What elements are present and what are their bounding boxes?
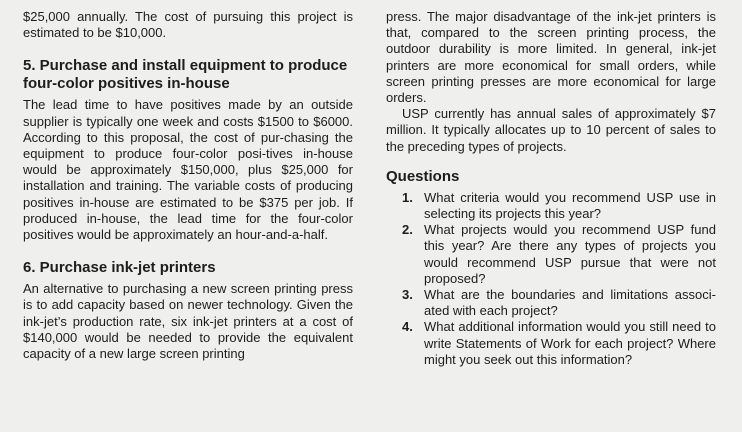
- text-line: What are the boundaries and limitations associ-: [424, 287, 716, 303]
- question-item: [386, 319, 716, 368]
- text-line: chasing the equipment to produce four-color posi-: [23, 129, 354, 162]
- text-line: selecting its projects this year?: [424, 206, 602, 222]
- question-number: 4.: [402, 319, 413, 335]
- questions-list: [386, 190, 716, 368]
- questions-heading: Questions: [386, 167, 460, 185]
- text-line: outdoor durability is more limited. In general, ink-jet: [386, 41, 716, 57]
- text-line: An alternative to purchasing a new screen printing: [23, 281, 317, 297]
- text-line: 5. Purchase and install equipment to: [23, 57, 284, 75]
- section-6-heading: 6. Purchase ink-jet printers: [23, 259, 216, 277]
- left-column: [23, 9, 353, 362]
- text-line: What additional information would you still need: [424, 319, 702, 335]
- text-line: The lead time to have positives made by an outside: [23, 97, 353, 113]
- text-line: the four-color positives would be approximately an: [23, 210, 353, 243]
- text-line: What criteria would you recommend USP use in: [424, 189, 716, 205]
- question-text: [424, 319, 716, 366]
- text-line: press. The major disadvantage of the ink-jet printers: [386, 9, 701, 24]
- section-5-body: [23, 97, 353, 243]
- section-6-body: [23, 281, 353, 362]
- text-line: equivalent capacity of a new large screen printing: [23, 329, 353, 362]
- text-line: supplier is typically one week and costs $1500 to: [23, 113, 309, 129]
- right-column: [386, 9, 716, 368]
- text-line: proposed?: [424, 270, 486, 286]
- question-item: [386, 222, 716, 287]
- text-line: sales to the preceding types of projects.: [386, 122, 716, 154]
- question-number: 1.: [402, 189, 413, 205]
- text-line: $375 per job. If produced in-house, the lead time for: [23, 194, 353, 226]
- text-line: of producing positives in-house are estimated to be: [23, 178, 353, 210]
- question-item: [386, 287, 716, 319]
- text-line: estimated to be $10,000.: [23, 25, 167, 41]
- text-line: press is to add capacity based on newer technology.: [23, 281, 353, 313]
- text-line: printers are more economical for small orders, while: [386, 57, 716, 73]
- question-number: 2.: [402, 222, 413, 238]
- text-line: $25,000 annually. The cost of pursuing this project is: [23, 9, 353, 24]
- continuation-paragraph: [386, 9, 716, 106]
- intro-paragraph: [23, 9, 353, 41]
- text-line: $6000. According to this proposal, the cost of pur-: [23, 113, 353, 145]
- text-line: at a cost of $140,000 would be needed to provide the: [23, 313, 353, 345]
- section-5-heading: [23, 57, 353, 93]
- text-line: tives in-house would be approximately $150,000, plus: [23, 146, 353, 178]
- text-line: screen printing presses are more economical for large: [386, 73, 716, 89]
- text-line: Where might you seek out this information?: [424, 335, 716, 367]
- text-line: ated with each project?: [424, 303, 558, 319]
- text-line: orders.: [386, 90, 427, 106]
- text-line: is that, compared to the screen printing process, the: [386, 9, 716, 41]
- sales-paragraph: [386, 106, 716, 155]
- text-line: produce four-color positives in-house: [23, 57, 348, 93]
- text-line: this year? Are there any types of projects you: [424, 238, 716, 254]
- text-line: $7 million. It typically allocates up to 10 percent of: [386, 106, 716, 138]
- text-line: What projects would you recommend USP fund: [424, 222, 716, 238]
- text-line: $25,000 for installation and training. The variable costs: [23, 162, 353, 194]
- text-line: would recommend USP pursue that were not: [424, 254, 716, 270]
- question-text: [424, 287, 716, 318]
- question-number: 3.: [402, 287, 413, 303]
- question-text: [424, 190, 716, 221]
- question-text: [424, 222, 716, 286]
- text-line: Given the ink-jet’s production rate, six ink-jet printers: [23, 297, 353, 329]
- text-line: USP currently has annual sales of approximately: [402, 106, 696, 122]
- text-line: to write Statements of Work for each project?: [424, 319, 716, 351]
- question-item: [386, 190, 716, 222]
- text-line: hour-and-a-half.: [235, 227, 328, 243]
